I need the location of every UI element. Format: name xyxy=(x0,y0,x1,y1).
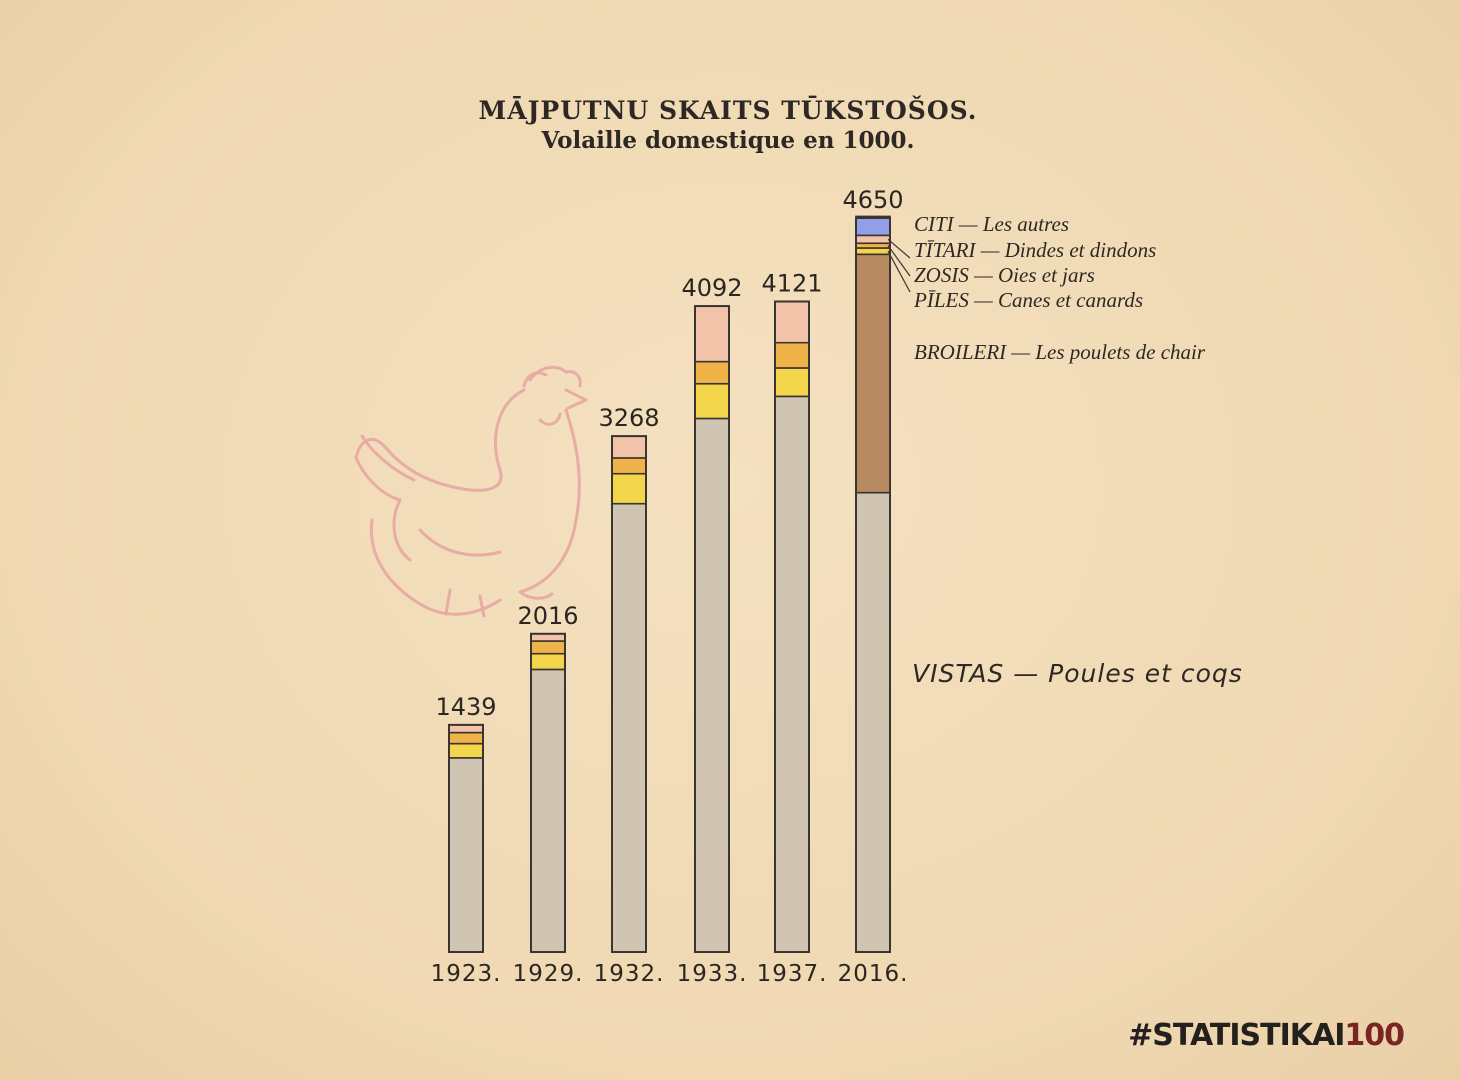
bar-segment-vistas-1932 xyxy=(612,504,646,952)
bar-segment-zosis-1933 xyxy=(695,362,729,384)
x-tick-label-2016: 2016. xyxy=(837,961,909,987)
bar-segment-titari-1933 xyxy=(695,306,729,362)
bar-segment-piles-1932 xyxy=(612,474,646,504)
bar-segment-zosis-1932 xyxy=(612,458,646,474)
x-tick-label-1929: 1929. xyxy=(512,961,584,987)
chart-title: MĀJPUTNU SKAITS TŪKSTOŠOS. xyxy=(478,96,978,125)
bar-segment-vistas-1929 xyxy=(531,669,565,952)
x-tick-label-1933: 1933. xyxy=(676,961,748,987)
bar-segment-titari-1929 xyxy=(531,634,565,641)
bar-segment-zosis-1929 xyxy=(531,641,565,654)
x-tick-label-1932: 1932. xyxy=(593,961,665,987)
bar-segment-piles-2016 xyxy=(856,248,890,254)
legend-citi: CITI — Les autres xyxy=(914,212,1069,236)
bar-segment-titari-2016 xyxy=(856,235,890,243)
brand-logo xyxy=(1128,1016,1404,1056)
total-label-1937: 4121 xyxy=(761,269,823,298)
total-label-1923: 1439 xyxy=(435,692,497,721)
bar-segment-vistas-1923 xyxy=(449,758,483,952)
total-label-2016: 4650 xyxy=(842,186,904,214)
brand-hash: #STATISTIKAI xyxy=(1128,1018,1345,1053)
legend-zosis: ZOSIS — Oies et jars xyxy=(914,263,1095,287)
bar-segment-titari-1932 xyxy=(612,436,646,458)
x-tick-label-1923: 1923. xyxy=(430,961,502,987)
bar-segment-piles-1923 xyxy=(449,744,483,758)
bar-segment-titari-1937 xyxy=(775,302,809,343)
bar-segment-zosis-1923 xyxy=(449,733,483,744)
chart-subtitle: Volaille domestique en 1000. xyxy=(541,127,915,154)
total-label-1932: 3268 xyxy=(598,404,660,433)
bar-segment-piles-1937 xyxy=(775,368,809,396)
total-label-1929: 2016 xyxy=(517,601,579,630)
total-label-1933: 4092 xyxy=(681,274,743,303)
bar-segment-vistas-1933 xyxy=(695,418,729,952)
brand-number: 100 xyxy=(1344,1018,1404,1053)
bar-segment-titari-1923 xyxy=(449,725,483,733)
bar-segment-citi-2016 xyxy=(856,216,890,235)
bar-segment-vistas-1937 xyxy=(775,396,809,952)
bar-segment-vistas-2016 xyxy=(856,493,890,952)
legend-titari: TĪTARI — Dindes et dindons xyxy=(914,238,1157,262)
bar-segment-broileri-2016 xyxy=(856,254,890,492)
legend-broileri: BROILERI — Les poulets de chair xyxy=(914,340,1206,364)
legend-piles: PĪLES — Canes et canards xyxy=(914,288,1144,312)
x-tick-label-1937: 1937. xyxy=(756,961,828,987)
bar-segment-piles-1933 xyxy=(695,384,729,419)
leader-line-titari xyxy=(888,239,910,258)
rooster-icon xyxy=(356,367,586,616)
legend-vistas: VISTAS — Poules et coqs xyxy=(912,659,1243,688)
bar-segment-piles-1929 xyxy=(531,654,565,670)
bar-segment-zosis-1937 xyxy=(775,343,809,368)
